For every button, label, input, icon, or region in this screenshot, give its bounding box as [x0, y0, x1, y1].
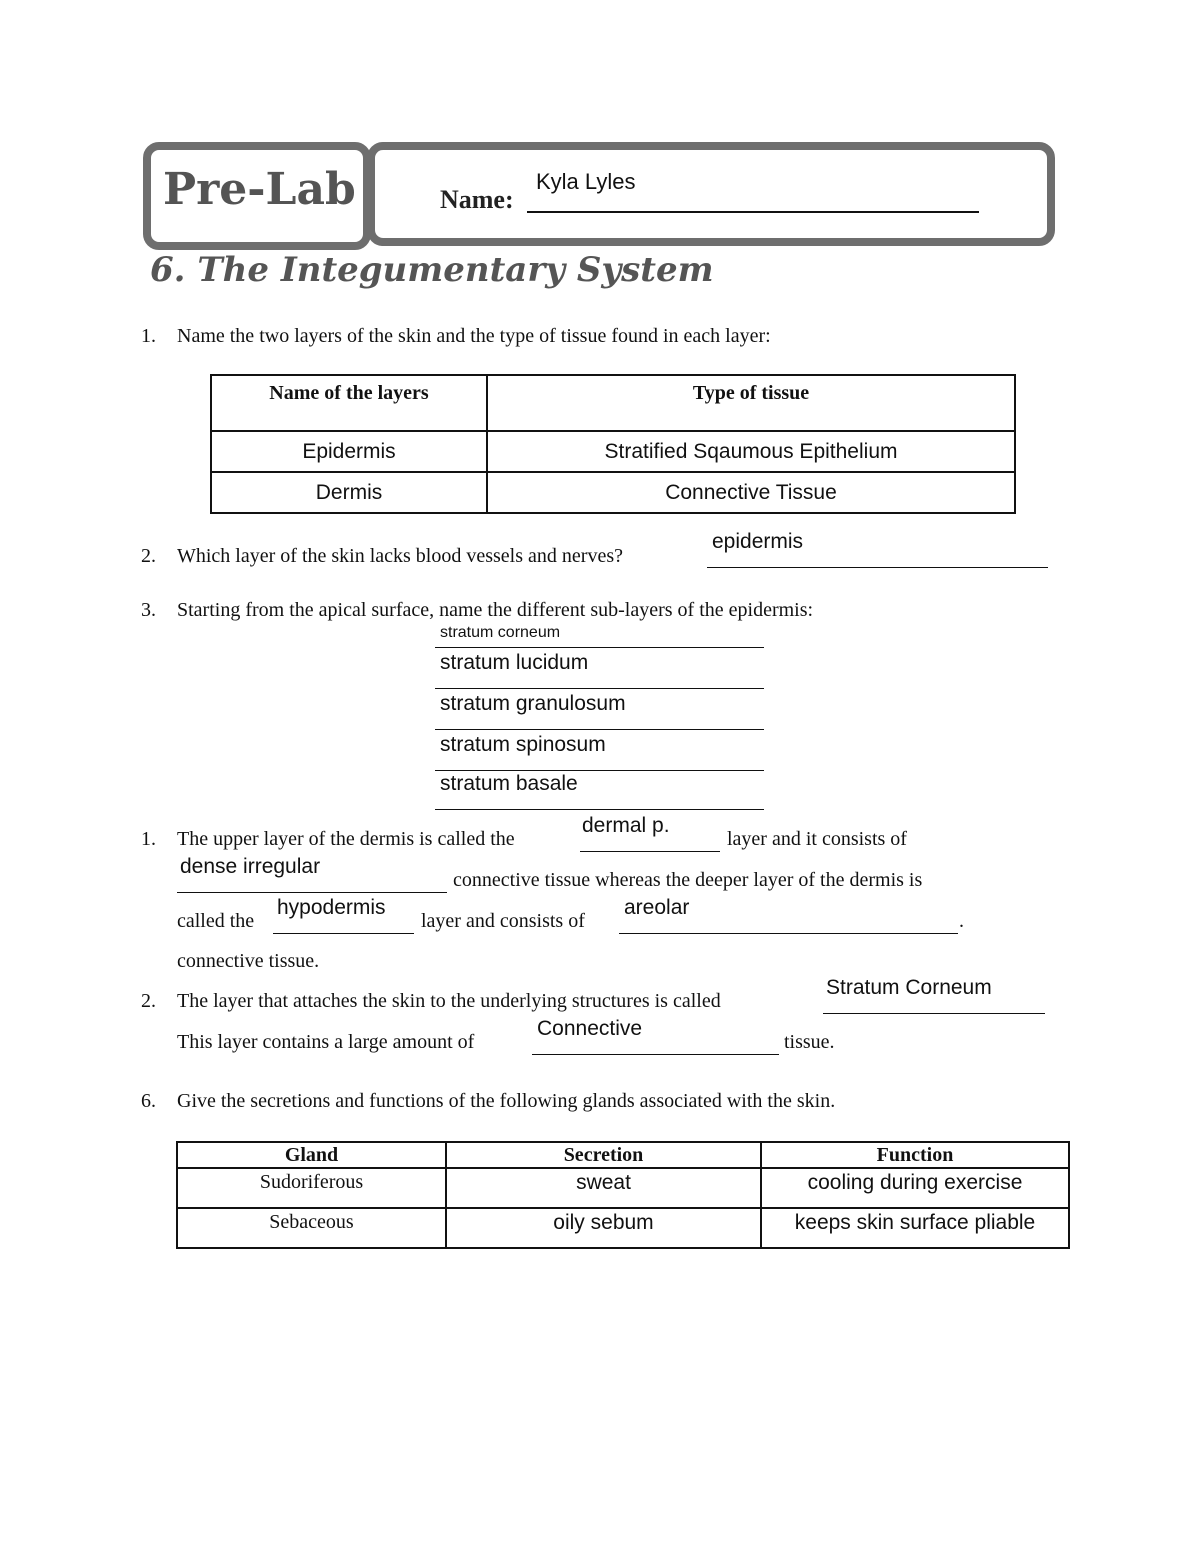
name-value[interactable]: Kyla Lyles: [536, 169, 636, 194]
prelab-box: [143, 142, 371, 250]
q4-answer-4[interactable]: areolar: [624, 896, 690, 919]
q4-answer-3[interactable]: hypodermis: [277, 896, 386, 919]
q4-text-1: The upper layer of the dermis is called the: [177, 828, 515, 850]
q2-answer[interactable]: epidermis: [712, 530, 804, 553]
q1-number: 1.: [141, 325, 156, 347]
answer-line: [273, 933, 414, 934]
q4-text-7: connective tissue.: [177, 950, 320, 972]
q5-text-1: The layer that attaches the skin to the underlying structures is called: [177, 990, 721, 1012]
answer-line: [580, 851, 720, 852]
q4-number: 1.: [141, 828, 156, 850]
function-cell[interactable]: keeps skin surface pliable: [761, 1208, 1069, 1248]
layers-header-tissue: Type of tissue: [487, 375, 1015, 431]
name-label: Name:: [440, 185, 514, 214]
glands-header-gland: Gland: [177, 1142, 446, 1168]
q2-text: Which layer of the skin lacks blood vessels and nerves?: [177, 545, 623, 567]
layer-name-cell[interactable]: Dermis: [211, 472, 487, 513]
q1-text: Name the two layers of the skin and the type of tissue found in each layer:: [177, 325, 771, 347]
q5-text-3: tissue.: [784, 1031, 835, 1053]
q2-answer-line: [707, 567, 1048, 568]
glands-table: [176, 1141, 1070, 1249]
table-row: [211, 431, 1015, 472]
q3-answer-1[interactable]: stratum corneum: [440, 624, 561, 641]
q3-answer-5[interactable]: stratum basale: [440, 772, 578, 795]
q5-number: 2.: [141, 990, 156, 1012]
q5-answer-1[interactable]: Stratum Corneum: [826, 976, 992, 999]
q4-text-5: layer and consists of: [421, 910, 585, 932]
q3-answer-2[interactable]: stratum lucidum: [440, 651, 589, 674]
table-row: [177, 1168, 1069, 1208]
q3-number: 3.: [141, 599, 156, 621]
answer-line: [435, 809, 764, 810]
glands-header-function: Function: [761, 1142, 1069, 1168]
q3-answer-4[interactable]: stratum spinosum: [440, 733, 606, 756]
secretion-cell[interactable]: oily sebum: [446, 1208, 761, 1248]
answer-line: [532, 1054, 779, 1055]
layer-name-cell[interactable]: Epidermis: [211, 431, 487, 472]
q4-answer-1[interactable]: dermal p.: [582, 814, 670, 837]
q6-number: 6.: [141, 1090, 156, 1112]
answer-line: [619, 933, 958, 934]
q4-text-2: layer and it consists of: [727, 828, 907, 850]
gland-name-cell: Sudoriferous: [177, 1168, 446, 1208]
layers-header-name: Name of the layers: [211, 375, 487, 431]
q4-answer-2[interactable]: dense irregular: [180, 855, 321, 878]
answer-line: [435, 729, 764, 730]
answer-line: [823, 1013, 1045, 1014]
q5-answer-2[interactable]: Connective: [537, 1017, 643, 1040]
function-cell[interactable]: cooling during exercise: [761, 1168, 1069, 1208]
page-title: 6. The Integumentary System: [150, 250, 714, 290]
name-line: [527, 211, 979, 213]
q5-text-2: This layer contains a large amount of: [177, 1031, 475, 1053]
q4-text-6: .: [959, 910, 964, 932]
answer-line: [177, 892, 447, 893]
answer-line: [435, 688, 764, 689]
table-row: [211, 472, 1015, 513]
q4-text-4: called the: [177, 910, 255, 932]
q3-answer-3[interactable]: stratum granulosum: [440, 692, 626, 715]
glands-header-secretion: Secretion: [446, 1142, 761, 1168]
gland-name-cell: Sebaceous: [177, 1208, 446, 1248]
q2-number: 2.: [141, 545, 156, 567]
layers-table: [210, 374, 1016, 514]
tissue-type-cell[interactable]: Connective Tissue: [487, 472, 1015, 513]
table-row: [177, 1208, 1069, 1248]
q6-text: Give the secretions and functions of the following glands associated with the skin.: [177, 1090, 836, 1112]
q3-text: Starting from the apical surface, name the different sub-layers of the epidermis:: [177, 599, 814, 621]
answer-line: [435, 647, 764, 648]
tissue-type-cell[interactable]: Stratified Sqaumous Epithelium: [487, 431, 1015, 472]
q4-text-3: connective tissue whereas the deeper layer of the dermis is: [453, 869, 923, 891]
answer-line: [435, 770, 764, 771]
secretion-cell[interactable]: sweat: [446, 1168, 761, 1208]
prelab-label: Pre-Lab: [163, 164, 356, 215]
